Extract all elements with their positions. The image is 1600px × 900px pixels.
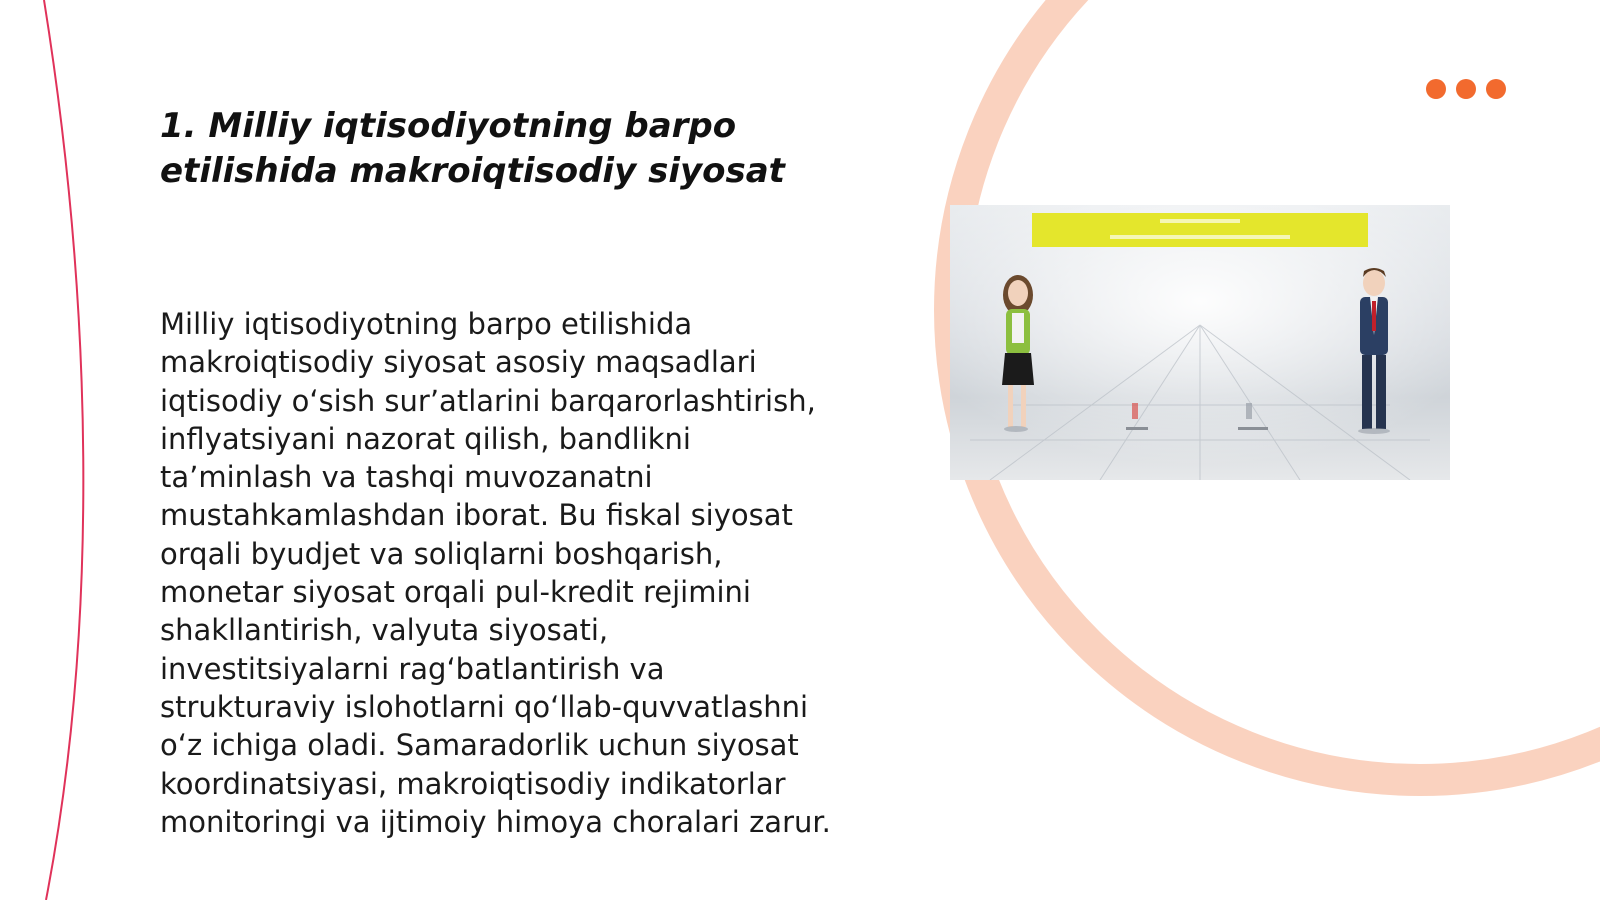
- menu-dots: [1426, 79, 1506, 99]
- presentation-illustration: [950, 205, 1450, 480]
- dot-3: [1486, 79, 1506, 99]
- animated-presentation-illustration-icon: [950, 205, 1450, 480]
- dot-2: [1456, 79, 1476, 99]
- left-red-curve: [44, 0, 83, 900]
- dot-1: [1426, 79, 1446, 99]
- slide-title: 1. Milliy iqtisodiyotning barpo etilishida makroiqtisodiy siyosat: [160, 106, 785, 191]
- slide-body-text: Milliy iqtisodiyotning barpo etilishida makroiqtisodiy siyosat asosiy maqsadlari iqtisodiy o‘sish sur’atlarini barqarorlashtirish, inflyatsiyani nazorat qilish, bandlikni ta’minlash va tashqi muvozanatni mustahkamlashdan iborat. Bu fiskal siyosat orqali byudjet va soliqlarni boshqarish, monetar siyosat orqali pul-kredit rejimini shakllantirish, valyuta siyosati, investitsiyalarni rag‘batlantirish va strukturaviy islohotlarni qo‘llab-quvvatlashni o‘z ichiga oladi. Samaradorlik uchun siyosat koordinatsiyasi, makroiqtisodiy indikatorlar monitoringi va ijtimoiy himoya choralari zarur.: [160, 307, 831, 839]
- banner-icon: [1032, 213, 1368, 247]
